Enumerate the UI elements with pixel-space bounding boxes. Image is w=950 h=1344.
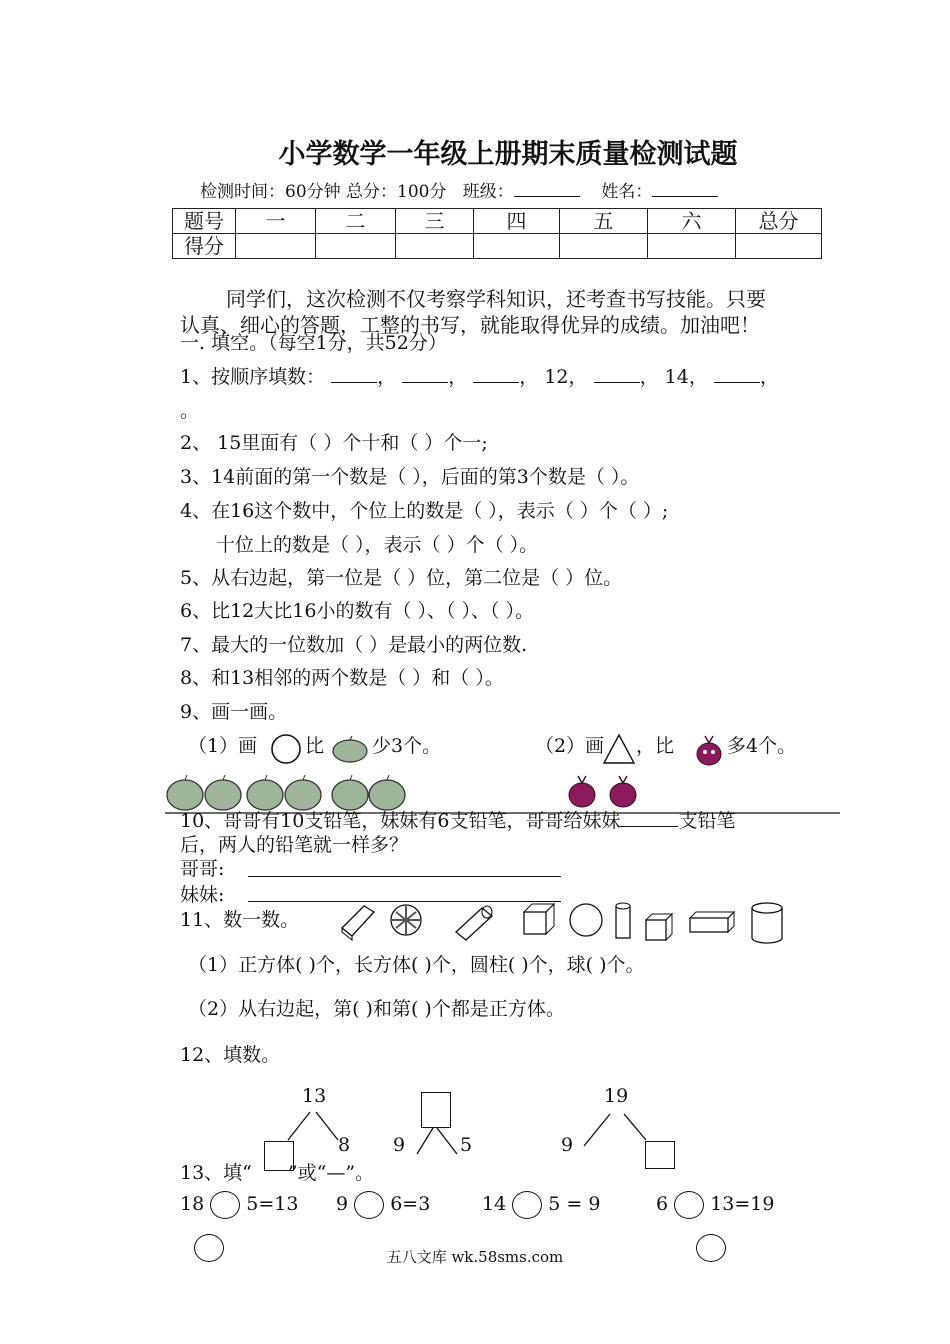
q9-part1-c: 少3个。: [372, 735, 442, 757]
question-7: 7、最大的一位数加（ ）是最小的两位数.: [180, 634, 528, 656]
eq2-b: 6=3: [390, 1193, 431, 1215]
score-header-row: [173, 209, 822, 234]
tree3-left: 9: [561, 1134, 574, 1156]
score-header-cell: 六: [648, 209, 736, 234]
question-12-label: 12、填数。: [180, 1044, 281, 1066]
q9-part2-a: （2）画: [535, 735, 605, 757]
q1-value-12: 12: [544, 366, 569, 388]
operator-circle[interactable]: [512, 1191, 542, 1219]
tree3-top: 19: [604, 1085, 629, 1107]
question-8: 8、和13相邻的两个数是（ ）和（ ）。: [180, 667, 504, 689]
apple-icon: [369, 775, 405, 810]
answer-blank[interactable]: [473, 364, 519, 383]
score-cell[interactable]: [648, 234, 736, 259]
class-label: 班级：: [462, 182, 514, 202]
tree1-right: 8: [338, 1134, 351, 1156]
apple-icon: [247, 775, 283, 810]
brother-line[interactable]: [248, 876, 561, 877]
score-row-label: 得分: [173, 234, 236, 259]
score-table: [172, 208, 822, 259]
score-cell[interactable]: [736, 234, 822, 259]
answer-blank[interactable]: [714, 364, 760, 383]
question-1: [180, 362, 779, 389]
apple-icon: [332, 775, 368, 810]
score-header-cell: 总分: [736, 209, 822, 234]
q1-sep: ，: [448, 366, 468, 388]
q10-text-a: 10、哥哥有10支铅笔，妹妹有6支铅笔，哥哥给妹妹: [180, 810, 621, 832]
beet-icon: [569, 776, 595, 807]
intro-line: 认真、细心的答题，工整的书写，就能取得优异的成绩。加油吧！: [180, 313, 760, 337]
question-5: 5、从右边起，第一位是（ ）位，第二位是（ ）位。: [180, 567, 623, 589]
circle-icon: [270, 733, 304, 765]
class-blank[interactable]: [514, 178, 580, 197]
q10-text-b: 支铅笔: [678, 810, 736, 832]
section-heading: 一. 填空。（每空1分，共52分）: [180, 332, 447, 354]
eq4-a: 6: [656, 1193, 669, 1215]
score-header-cell: 四: [474, 209, 560, 234]
cube-icon: [646, 914, 672, 940]
score-cell[interactable]: [560, 234, 648, 259]
question-11-part1: （1）正方体( )个，长方体( )个，圆柱( )个，球( )个。: [188, 954, 645, 976]
eq3-a: 14: [482, 1193, 507, 1215]
question-4-line2: 十位上的数是（ ），表示（ ）个（ ）。: [216, 534, 539, 556]
cuboid-icon: [690, 912, 734, 932]
q1-prefix: 1、按顺序填数：: [180, 366, 326, 388]
score-cell[interactable]: [396, 234, 474, 259]
question-11-label: 11、数一数。: [180, 909, 300, 931]
apple-icon: [167, 775, 203, 810]
score-header-cell: 三: [396, 209, 474, 234]
footer-watermark: 五八文库 wk.58sms.com: [386, 1248, 564, 1266]
apple-icon: [330, 735, 370, 763]
score-header-cell: 一: [236, 209, 316, 234]
name-blank[interactable]: [652, 178, 718, 197]
answer-blank[interactable]: [594, 364, 640, 383]
equation-1: [180, 1191, 298, 1219]
q1-end: 。: [180, 400, 200, 422]
beet-icon: [610, 776, 636, 807]
answer-box[interactable]: [421, 1092, 451, 1128]
equation-2: [336, 1191, 430, 1219]
answer-blank[interactable]: [402, 364, 448, 383]
q1-sep: ，: [688, 366, 708, 388]
operator-circle[interactable]: [354, 1191, 384, 1219]
answer-blank[interactable]: [331, 364, 377, 383]
eq4-b: 13=19: [710, 1193, 775, 1215]
question-13-label: [180, 1158, 374, 1185]
question-11-part2: （2）从右边起，第( )和第( )个都是正方体。: [188, 998, 565, 1020]
question-10-line2: 后，两人的铅笔就一样多？: [180, 834, 409, 856]
q1-sep: ，: [759, 366, 779, 388]
question-2: 2、 15里面有（ ）个十和（ ）个一;: [180, 432, 488, 454]
operator-circle[interactable]: [210, 1191, 240, 1219]
triangle-icon: [603, 733, 637, 765]
apple-icon: [205, 775, 241, 810]
exam-time: 检测时间：60分钟: [200, 182, 341, 202]
question-10-line1: [180, 806, 735, 833]
tree2-left: 9: [393, 1134, 406, 1156]
tree2-right: 5: [460, 1134, 473, 1156]
tree2-lines: [405, 1126, 465, 1160]
equation-4: [656, 1191, 774, 1219]
tree1-top: 13: [302, 1085, 327, 1107]
q1-sep: ，: [519, 366, 539, 388]
intro-line: 同学们，这次检测不仅考察学科知识，还考查书写技能。只要: [226, 287, 766, 311]
question-4-line1: 4、在16这个数中，个位上的数是（ ），表示（ ）个（ ）;: [180, 500, 669, 522]
operator-circle[interactable]: [674, 1191, 704, 1219]
score-header-cell: 二: [316, 209, 396, 234]
q9-part2-c: 多4个。: [727, 735, 797, 757]
question-6: 6、比12大比16小的数有（ ）、（ ）、（ ）。: [180, 600, 535, 622]
exam-total: 总分：100分: [346, 182, 447, 202]
brother-label: 哥哥:: [180, 858, 225, 880]
equation-3: [482, 1191, 600, 1219]
q9-part2-b: ，比: [636, 735, 675, 757]
score-header-cell: 五: [560, 209, 648, 234]
cylinder-icon: [456, 906, 492, 940]
score-value-row: [173, 234, 822, 259]
apple-icon: [285, 775, 321, 810]
q13-label-b: ”或“—”。: [287, 1162, 375, 1184]
eq1-a: 18: [180, 1193, 205, 1215]
cylinder-icon: [616, 903, 630, 938]
beet-icon: [694, 735, 724, 769]
score-header-cell: 题号: [173, 209, 236, 234]
score-cell[interactable]: [474, 234, 560, 259]
q1-value-14: 14: [664, 366, 689, 388]
cube-icon: [524, 904, 554, 934]
question-3: 3、14前面的第一个数是（ ），后面的第3个数是（ ）。: [180, 466, 640, 488]
sister-label: 妹妹:: [180, 884, 225, 906]
ball-icon: [391, 905, 421, 935]
score-cell[interactable]: [236, 234, 316, 259]
page-title: 小学数学一年级上册期末质量检测试题: [278, 139, 738, 170]
score-cell[interactable]: [316, 234, 396, 259]
q1-sep: ，: [377, 366, 397, 388]
eq2-a: 9: [336, 1193, 349, 1215]
answer-blank[interactable]: [620, 808, 678, 827]
cuboid-icon: [342, 906, 374, 940]
q9-part1-a: （1）画: [188, 735, 258, 757]
q13-label-a: 13、填“: [180, 1162, 252, 1184]
q1-sep: ，: [568, 366, 588, 388]
name-label: 姓名：: [601, 182, 653, 202]
eq3-b: 5 = 9: [548, 1193, 601, 1215]
q9-part1-b: 比: [305, 735, 325, 757]
cylinder-icon: [752, 903, 782, 943]
q1-sep: ，: [639, 366, 659, 388]
solids-row: [338, 900, 788, 945]
eq1-b: 5=13: [246, 1193, 299, 1215]
ball-icon: [570, 904, 602, 936]
answer-box[interactable]: [645, 1141, 675, 1169]
exam-meta: [200, 177, 718, 202]
question-9-label: 9、画一画。: [180, 701, 288, 723]
